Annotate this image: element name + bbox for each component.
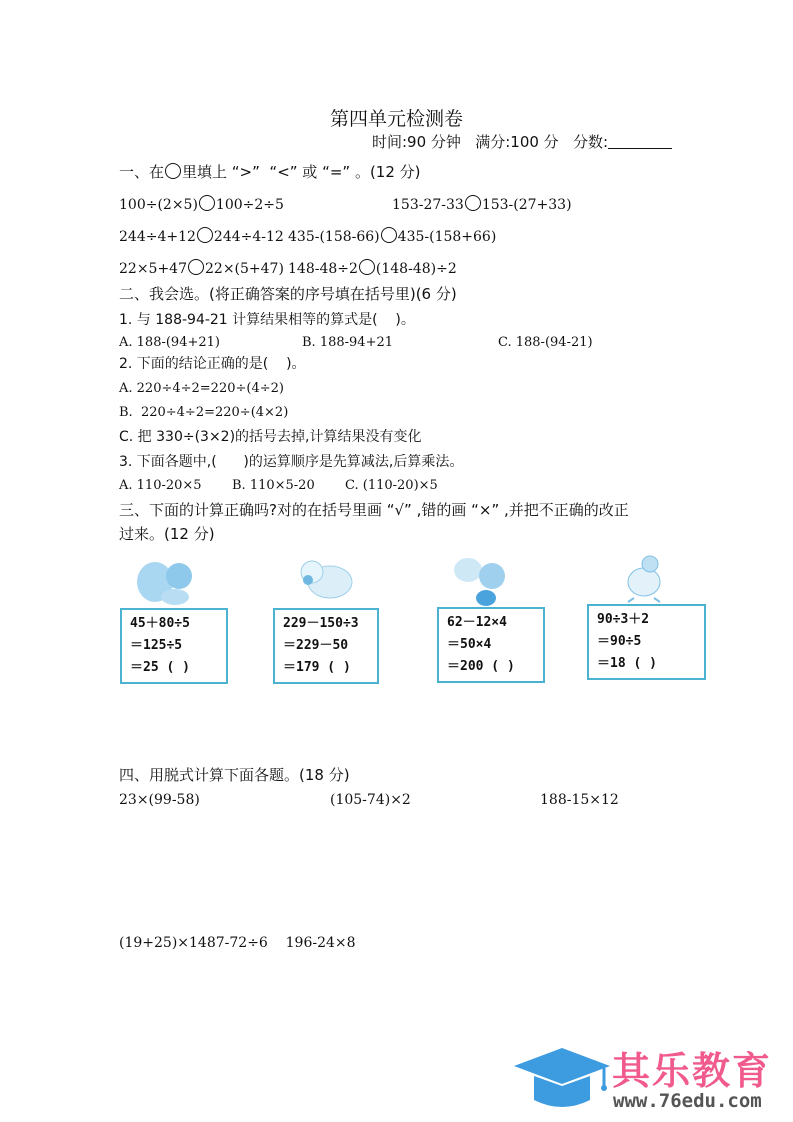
heading-part: 一、在 — [119, 163, 165, 181]
compare-item: 22×5+47 22×(5+47) — [119, 261, 284, 277]
answer-circle[interactable] — [199, 195, 215, 211]
section-1-heading — [119, 163, 421, 181]
calc-problem: (105-74)×2 — [330, 792, 411, 808]
calc-card: 229－150÷3 ＝229－50 ＝179 ( ) — [273, 608, 379, 684]
calc-problem: 188-15×12 — [540, 792, 619, 808]
calc-card: 62－12×4 ＝50×4 ＝200 ( ) — [437, 607, 545, 683]
option[interactable]: B. 110×5-20 — [232, 478, 315, 493]
section-3-heading: 三、下面的计算正确吗?对的在括号里画 “√” ,错的画 “×” ,并把不正确的改正 — [119, 501, 629, 519]
question-3: 3. 下面各题中,( )的运算顺序是先算减法,后算乘法。 — [119, 454, 464, 470]
answer-circle[interactable] — [465, 195, 481, 211]
section-3-heading-cont: 过来。(12 分) — [119, 525, 215, 543]
answer-parens[interactable]: ＝179 ( ) — [283, 660, 351, 675]
chick-icon — [294, 550, 358, 605]
option[interactable]: A. 220÷4÷2=220÷(4÷2) — [119, 381, 284, 396]
option[interactable]: B. 188-94+21 — [302, 335, 393, 350]
circle-icon — [165, 163, 181, 179]
compare-item: 100÷(2×5) 100÷2÷5 — [119, 197, 284, 213]
compare-item: 244÷4+12 244÷4-12 — [119, 229, 284, 245]
answer-circle[interactable] — [197, 227, 213, 243]
answer-circle[interactable] — [381, 227, 397, 243]
heading-part: 里填上 “>” “<” 或 “=” 。(12 分) — [182, 163, 421, 181]
answer-circle[interactable] — [359, 259, 375, 275]
calc-card: 45＋80÷5 ＝125÷5 ＝25 ( ) — [120, 608, 228, 684]
answer-parens[interactable]: ＝25 ( ) — [130, 660, 190, 675]
compare-item: 153-27-33 153-(27+33) — [392, 197, 572, 213]
score-blank[interactable] — [608, 134, 672, 149]
option[interactable]: A. 110-20×5 — [119, 478, 202, 493]
answer-parens[interactable]: ＝18 ( ) — [597, 656, 657, 671]
answer-circle[interactable] — [188, 259, 204, 275]
option[interactable]: C. (110-20)×5 — [345, 478, 438, 493]
answer-parens[interactable]: ＝200 ( ) — [447, 659, 515, 674]
squirrel-icon — [135, 552, 199, 607]
section-4-heading: 四、用脱式计算下面各题。(18 分) — [119, 766, 350, 784]
question-1: 1. 与 188-94-21 计算结果相等的算式是( )。 — [119, 312, 415, 328]
score-label: 分数: — [573, 133, 609, 151]
option[interactable]: A. 188-(94+21) — [119, 335, 220, 350]
exam-meta — [372, 133, 672, 151]
section-2-heading: 二、我会选。(将正确答案的序号填在括号里)(6 分) — [119, 285, 457, 303]
question-2: 2. 下面的结论正确的是( )。 — [119, 356, 306, 372]
time-limit: 时间:90 分钟 — [372, 133, 461, 151]
calc-problem: (19+25)×1487-72÷6 196-24×8 — [119, 935, 356, 951]
compare-item: 435-(158-66) 435-(158+66) — [288, 229, 497, 245]
page-title: 第四单元检测卷 — [329, 108, 463, 130]
option[interactable]: C. 把 330÷(3×2)的括号去掉,计算结果没有变化 — [119, 429, 422, 445]
option[interactable]: B. 220÷4÷2=220÷(4×2) — [119, 405, 289, 420]
hen-icon — [612, 548, 676, 603]
logo-name: 其乐教育 — [612, 1049, 773, 1093]
graduation-cap-icon — [510, 1040, 612, 1112]
option[interactable]: C. 188-(94-21) — [498, 335, 593, 350]
calc-problem: 23×(99-58) — [119, 792, 200, 808]
compare-item: 148-48÷2 (148-48)÷2 — [288, 261, 457, 277]
logo-url: www.76edu.com — [613, 1090, 762, 1112]
bee-icon — [452, 552, 516, 607]
full-score: 满分:100 分 — [475, 133, 559, 151]
calc-card: 90÷3＋2 ＝90÷5 ＝18 ( ) — [587, 604, 706, 680]
